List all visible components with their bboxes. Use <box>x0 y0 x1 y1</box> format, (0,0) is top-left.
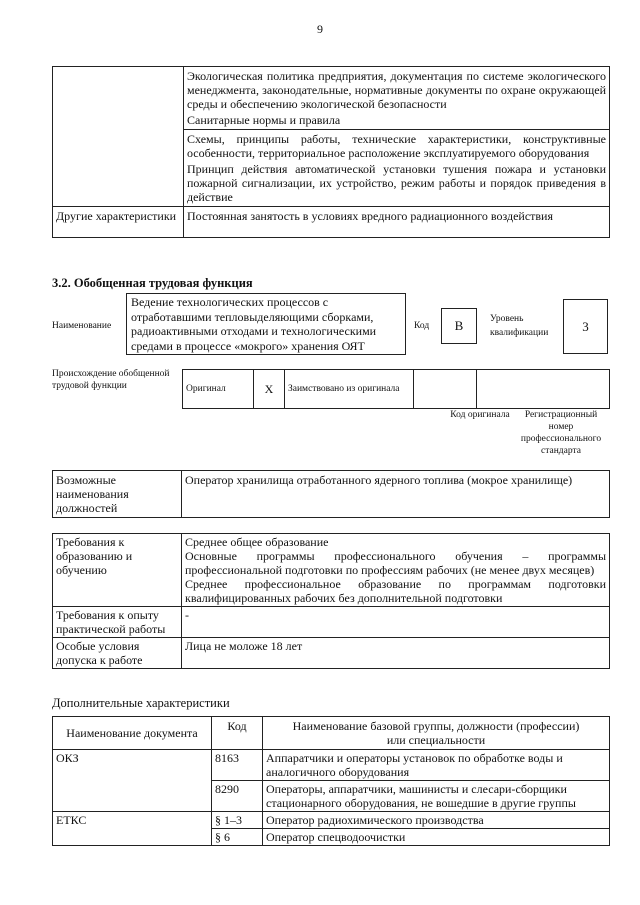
etks-code: § 6 <box>212 829 263 846</box>
origin-reg-cell <box>477 370 610 409</box>
origin-label: Происхождение обобщенной трудовой функции <box>52 369 170 391</box>
etks-name: Оператор спецводоочистки <box>263 829 610 846</box>
req-admission-value: Лица не моложе 18 лет <box>182 638 610 669</box>
req-experience-value: - <box>182 607 610 638</box>
header-name: Наименование базовой группы, должности (профессии) или специальности <box>263 717 610 750</box>
etks-name: Оператор радиохимического производства <box>263 812 610 829</box>
req-education-label: Требования к образованию и обучению <box>53 534 182 607</box>
knowledge-cell-2 <box>184 130 610 207</box>
okz-name: Аппаратчики и операторы установок по обработке воды и аналогичного оборудования <box>263 750 610 781</box>
page-number: 9 <box>317 22 323 36</box>
code-label: Код <box>414 321 430 331</box>
positions-table <box>52 470 610 518</box>
okz-name: Операторы, аппаратчики, машинисты и слесари-сборщики стационарного оборудования, не вошедшие в другие группы <box>263 781 610 812</box>
req-education-item: Основные программы профессионального обучения – программы профессиональной подготовки по профессиям рабочих (не менее двух месяцев) <box>185 549 606 577</box>
req-education-values <box>182 534 610 607</box>
req-education-item: Среднее общее образование <box>185 535 329 549</box>
level-value: 3 <box>563 299 608 354</box>
caption-reg: Регистрационный номер профессионального стандарта <box>520 410 602 456</box>
origin-table <box>182 369 610 409</box>
okz-code: 8163 <box>212 750 263 781</box>
etks-label: ЕТКС <box>53 812 212 846</box>
req-education-item: Среднее профессиональное образование по программам подготовки квалифицированных рабочих без дополнительной подготовки <box>185 577 606 605</box>
other-value: Постоянная занятость в условиях вредного радиационного воздействия <box>184 207 610 238</box>
header-doc: Наименование документа <box>53 717 212 750</box>
other-label: Другие характеристики <box>53 207 184 238</box>
okz-label: ОКЗ <box>53 750 212 812</box>
code-value: В <box>441 308 477 344</box>
origin-original: Оригинал <box>183 370 254 409</box>
caption-code: Код оригинала <box>450 410 510 420</box>
knowledge-item: Схемы, принципы работы, технические характеристики, конструктивные особенности, территориальное расположение эксплуатируемого оборудования <box>187 132 606 160</box>
knowledge-item: Принцип действия автоматической установки тушения пожара и установки пожарной сигнализации, их устройство, режим работы и порядок приведения в действие <box>187 162 606 204</box>
level-label: Уровень квалификации <box>490 314 549 338</box>
knowledge-item: Санитарные нормы и правила <box>187 113 341 127</box>
knowledge-item: Экологическая политика предприятия, документация по системе экологического менеджмента, законодательные, нормативные документы по охране окружающей среды и обеспечению экологической безопасности <box>187 69 606 111</box>
header-code: Код <box>212 717 263 750</box>
req-admission-label: Особые условия допуска к работе <box>53 638 182 669</box>
origin-borrowed: Заимствовано из оригинала <box>285 370 414 409</box>
positions-label: Возможные наименования должностей <box>53 471 182 518</box>
origin-code-cell <box>414 370 477 409</box>
additional-table <box>52 716 610 846</box>
knowledge-label-cell <box>53 67 184 207</box>
positions-value: Оператор хранилища отработанного ядерного топлива (мокрое хранилище) <box>182 471 610 518</box>
etks-code: § 1–3 <box>212 812 263 829</box>
okz-code: 8290 <box>212 781 263 812</box>
top-table <box>52 66 610 238</box>
name-value: Ведение технологических процессов с отработавшими тепловыделяющими сборками, радиоактивными отходами и технологическими средами в процессе «мокрого» хранения ОЯТ <box>126 293 406 355</box>
section-title: 3.2. Обобщенная трудовая функция <box>52 276 253 290</box>
knowledge-cell-1 <box>184 67 610 130</box>
requirements-table <box>52 533 610 669</box>
additional-title: Дополнительные характеристики <box>52 696 230 710</box>
name-label: Наименование <box>52 321 112 331</box>
origin-mark: X <box>254 370 285 409</box>
req-experience-label: Требования к опыту практической работы <box>53 607 182 638</box>
